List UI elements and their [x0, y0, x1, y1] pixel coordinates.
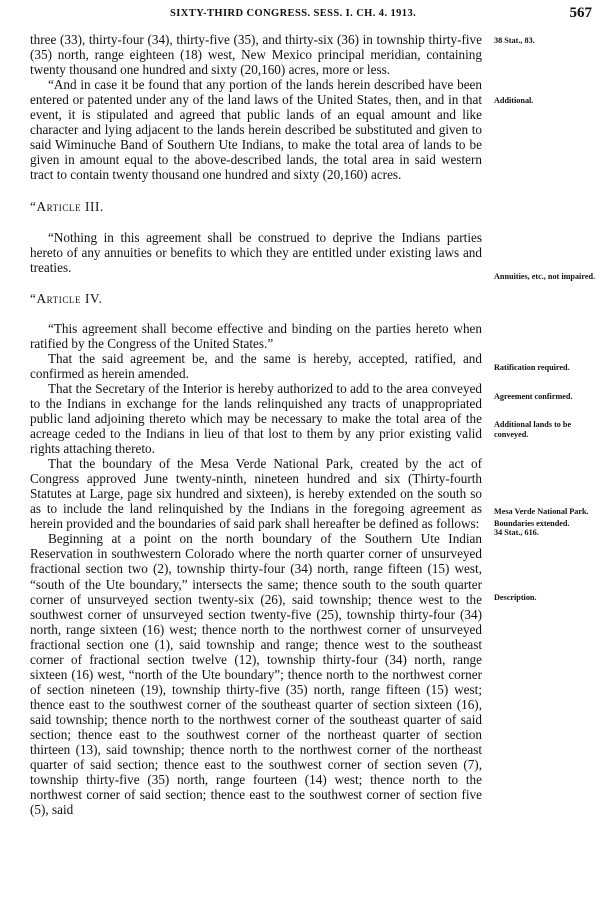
- margin-note-text: 38 Stat., 83.: [494, 36, 535, 45]
- margin-note-text: Ratification required.: [494, 363, 570, 372]
- paragraph-7: That the boundary of the Mesa Verde National Park, created by the act of Congress approved June twenty-ninth, nineteen hundred and six (Thirty-fourth Statutes at Large, page six hundred and sixteen), is hereby extended on the south so as to include the land relinquished by the Indians in the foregoing agreement as herein provided and the boundaries of said park shall hereafter be defined as follows:: [30, 456, 482, 532]
- margin-note-text: Boundaries extended.: [494, 518, 570, 528]
- paragraph-1: three (33), thirty-four (34), thirty-five (35), and thirty-six (36) in township thirty-five (35) north, range eighteen (18) west, New Mexico principal meridian, containing twenty thousand one hundred and sixty (20,160) acres, more or less.: [30, 32, 482, 78]
- margin-note-agreement-confirmed: [494, 392, 596, 402]
- margin-note-ratification: [494, 363, 596, 373]
- paragraph-3: “Nothing in this agreement shall be construed to deprive the Indians parties hereto of any annuities or benefits to which they are entitled under existing laws and treaties.: [30, 229, 482, 275]
- margin-note-mesa-verde: [494, 507, 596, 538]
- margin-note-text: Additional lands to be conveyed.: [494, 420, 572, 439]
- margin-note-description: [494, 593, 596, 603]
- article-4-heading: “Article IV.: [30, 290, 103, 306]
- page-number: 567: [569, 5, 592, 21]
- margin-note-text: Description.: [494, 593, 537, 602]
- margin-note-text: Annuities, etc., not impaired.: [494, 272, 596, 281]
- margin-note-text: 34 Stat., 616.: [494, 528, 539, 537]
- header-title: SIXTY-THIRD CONGRESS. SESS. I. CH. 4. 1913.: [170, 8, 417, 19]
- margin-note-additional: [494, 96, 596, 106]
- article-3-heading: “Article III.: [30, 199, 104, 215]
- margin-note-text: Mesa Verde National Park.: [494, 507, 589, 516]
- paragraph-5: That the said agreement be, and the same is hereby, accepted, ratified, and confirmed as herein amended.: [30, 350, 482, 381]
- margin-note-text: Additional.: [494, 96, 534, 105]
- margin-note-annuities: [494, 272, 596, 282]
- margin-note-38-stat: [494, 36, 596, 46]
- paragraph-4: “This agreement shall become effective and binding on the parties hereto when ratified by the Congress of the United States.”: [30, 320, 482, 351]
- margin-note-text: Agreement confirmed.: [494, 392, 573, 401]
- paragraph-6: That the Secretary of the Interior is hereby authorized to add to the area conveyed to the Indians in exchange for the lands relinquished any tracts of unappropriated public land adjoining thereto which may be necessary to make the total area of the acreage ceded to the Indians in lieu of that lost to them by any prior existing valid rights attaching thereto.: [30, 380, 482, 457]
- paragraph-2: “And in case it be found that any portion of the lands herein described have been entered or patented under any of the land laws of the United States, then, and in that event, it is stipulated and agreed that public lands of an equal amount and like character and lying adjacent to the lands herein described be substituted and given to said Wiminuche Band of Southern Ute Indians, to make the total area of lands to be given in amount equal to the above-described lands, the total area in said western tract to contain twenty thousand one hundred and sixty (20,160) acres.: [30, 77, 482, 183]
- running-header: [0, 5, 600, 25]
- margin-note-additional-lands: [494, 420, 596, 439]
- paragraph-8: Beginning at a point on the north boundary of the Southern Ute Indian Reservation in southwestern Colorado where the north quarter corner of unsurveyed fractional section two (2), township thirty-four (34) north, range fifteen (15) west, “south of the Ute boundary,” intersects the same; thence south to the south quarter corner of unsurveyed section twenty-six (26), said township; thence west to the southwest corner of unsurveyed section twenty-five (25), township thirty-four (34) north, range sixteen (16) west; thence north to the northwest corner of unsurveyed fractional section one (1), said township and range; thence west to the southeast corner of fractional section twelve (12), township thirty-four (34) north, range sixteen (16) west, “north of the Ute boundary”; thence north to the northwest corner of section nineteen (19), township thirty-five (35) north, range fifteen (15) west; thence east to the southwest corner of the southeast quarter of section sixteen (16), said township; thence north to the northwest corner of the southeast quarter of said section; thence east to the southwest corner of the northeast quarter of section thirteen (13), said township; thence north to the northwest corner of the northeast quarter of said section; thence east to the southwest corner of section seven (7), township thirty-five (35) north, range fourteen (14) west; thence north to the northwest corner of said section; thence east to the southwest corner of section five (5), said: [30, 531, 482, 818]
- main-text: [30, 32, 482, 817]
